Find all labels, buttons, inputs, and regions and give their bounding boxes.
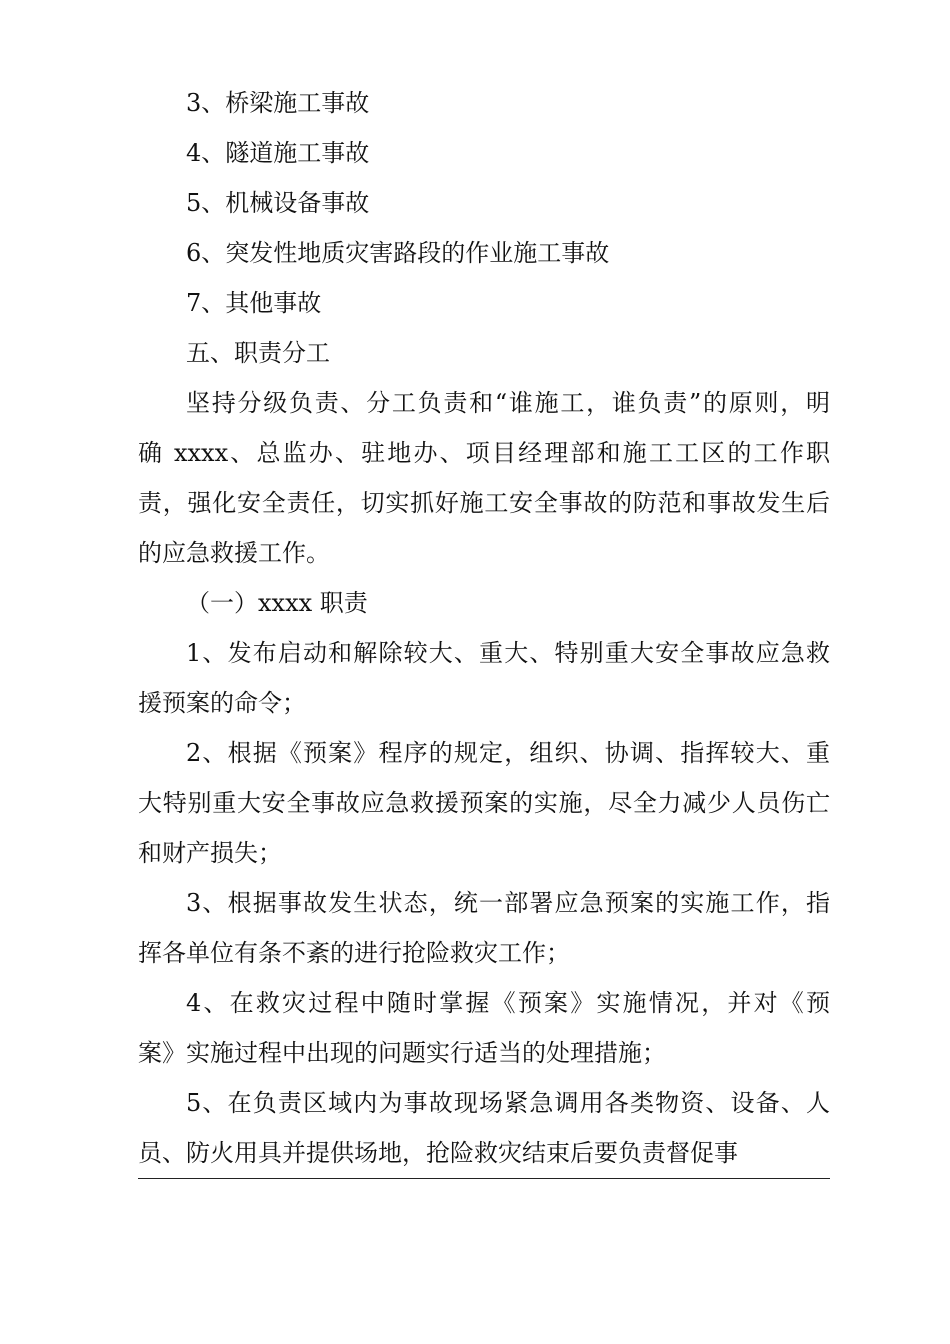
paragraph-line: 4、在救灾过程中随时掌握《预案》实施情况，并对《预	[186, 989, 830, 1017]
paragraph-line: 大特别重大安全事故应急救援预案的实施，尽全力减少人员伤亡	[138, 789, 830, 817]
list-item-other-accident: 7、其他事故	[186, 289, 322, 317]
paragraph-line: 援预案的命令；	[138, 689, 306, 717]
paragraph-line: 坚持分级负责、分工负责和“谁施工，谁负责”的原则，明	[186, 389, 830, 417]
paragraph-line: 5、在负责区域内为事故现场紧急调用各类物资、设备、人	[186, 1089, 830, 1117]
document-body	[138, 78, 830, 1178]
paragraph-line: 员、防火用具并提供场地，抢险救灾结束后要负责督促事	[138, 1139, 738, 1167]
paragraph-line: 挥各单位有条不紊的进行抢险救灾工作；	[138, 939, 570, 967]
list-item-geological-accident: 6、突发性地质灾害路段的作业施工事故	[186, 239, 610, 267]
paragraph-line: 2、根据《预案》程序的规定，组织、协调、指挥较大、重	[186, 739, 830, 767]
list-item-tunnel-accident: 4、隧道施工事故	[186, 139, 370, 167]
section-heading-responsibilities: 五、职责分工	[186, 339, 330, 367]
paragraph-line: 确 xxxx、总监办、驻地办、项目经理部和施工工区的工作职	[138, 439, 830, 467]
paragraph-line: 和财产损失；	[138, 839, 282, 867]
paragraph-line: 1、发布启动和解除较大、重大、特别重大安全事故应急救	[186, 639, 830, 667]
paragraph-line: 案》实施过程中出现的问题实行适当的处理措施；	[138, 1039, 666, 1067]
list-item-bridge-accident: 3、桥梁施工事故	[186, 89, 370, 117]
list-item-machinery-accident: 5、机械设备事故	[186, 189, 370, 217]
paragraph-line: 3、根据事故发生状态，统一部署应急预案的实施工作，指	[186, 889, 830, 917]
footer-divider	[138, 1178, 830, 1179]
subsection-heading: （一）xxxx 职责	[186, 589, 368, 617]
paragraph-line: 责，强化安全责任，切实抓好施工安全事故的防范和事故发生后	[138, 489, 830, 517]
paragraph-line: 的应急救援工作。	[138, 539, 330, 567]
